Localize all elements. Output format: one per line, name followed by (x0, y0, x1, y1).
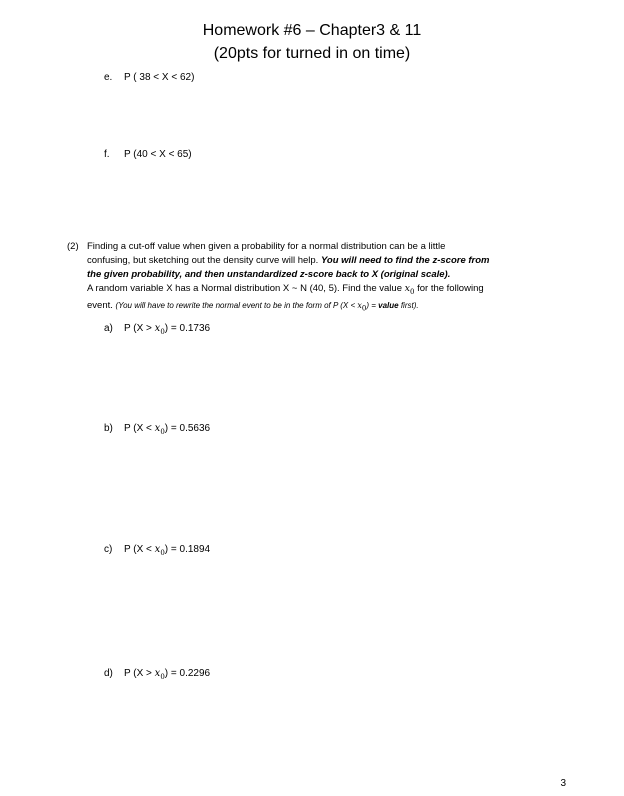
math-sub: 0 (160, 549, 165, 557)
math-x0 (155, 323, 165, 334)
line2-bold: You will need to find the z-score from (320, 255, 490, 266)
math-x0 (155, 668, 165, 679)
subpart-a (104, 323, 210, 336)
math-sub: 0 (409, 287, 415, 296)
math-sub: 0 (160, 673, 165, 681)
item-f (104, 149, 192, 160)
math-x0 (357, 300, 367, 313)
math-x0 (155, 423, 165, 434)
subpart-label: d) (104, 668, 113, 679)
subpart-pre: P (X > (124, 668, 155, 679)
page-number: 3 (560, 778, 566, 789)
line4-pre: A random variable X has a Normal distribution X ~ N (40, 5). Find the value (87, 283, 405, 294)
problem-number: (2) (67, 241, 79, 252)
subpart-pre: P (X > (124, 323, 155, 334)
math-x0 (405, 283, 415, 294)
subpart-label: c) (104, 544, 113, 555)
note-bold: value (378, 300, 399, 310)
subpart-post: ) = 0.5636 (164, 423, 211, 434)
subpart-post: ) = 0.1894 (164, 544, 211, 555)
problem-line-3: the given probability, and then unstandardized z-score back to X (original scale). (87, 269, 451, 280)
subpart-post: ) = 0.1736 (164, 323, 211, 334)
page-title: Homework #6 – Chapter3 & 11 (202, 22, 422, 39)
line5-plain: event. (87, 299, 116, 311)
item-e (104, 72, 194, 83)
math-sub: 0 (361, 304, 367, 313)
subpart-c (104, 544, 210, 557)
math-sub: 0 (160, 428, 165, 436)
line2-plain: confusing, but sketching out the density curve will help. (87, 255, 321, 266)
note-mid: ) = (366, 300, 379, 310)
item-text: P (40 < X < 65) (124, 149, 192, 160)
problem-line-5 (87, 299, 557, 316)
item-label: f. (104, 149, 110, 160)
math-sub: 0 (160, 328, 165, 336)
math-var: x (357, 300, 362, 310)
problem-line-2 (87, 254, 557, 268)
problem-line-1: Finding a cut-off value when given a probability for a normal distribution can be a little (87, 241, 446, 252)
subpart-pre: P (X < (124, 544, 155, 555)
math-var: x (154, 323, 161, 334)
problem-body (87, 240, 557, 315)
note-post: first). (398, 300, 419, 310)
math-var: x (404, 283, 410, 294)
note-pre: (You will have to rewrite the normal event to be in the form of P (X < (115, 300, 358, 310)
line4-post: for the following (414, 283, 484, 294)
subpart-pre: P (X < (124, 423, 155, 434)
subpart-label: a) (104, 323, 113, 334)
math-var: x (154, 544, 161, 555)
math-var: x (154, 423, 161, 434)
subpart-post: ) = 0.2296 (164, 668, 211, 679)
item-text: P ( 38 < X < 62) (124, 72, 195, 83)
problem-2 (67, 240, 557, 315)
page-subtitle: (20pts for turned in on time) (213, 45, 411, 62)
problem-line-4 (87, 282, 557, 299)
subpart-label: b) (104, 423, 113, 434)
item-label: e. (104, 72, 113, 83)
subpart-b (104, 423, 210, 436)
subpart-d (104, 668, 210, 681)
math-var: x (154, 668, 161, 679)
math-x0 (155, 544, 165, 555)
line5-note (115, 300, 419, 313)
